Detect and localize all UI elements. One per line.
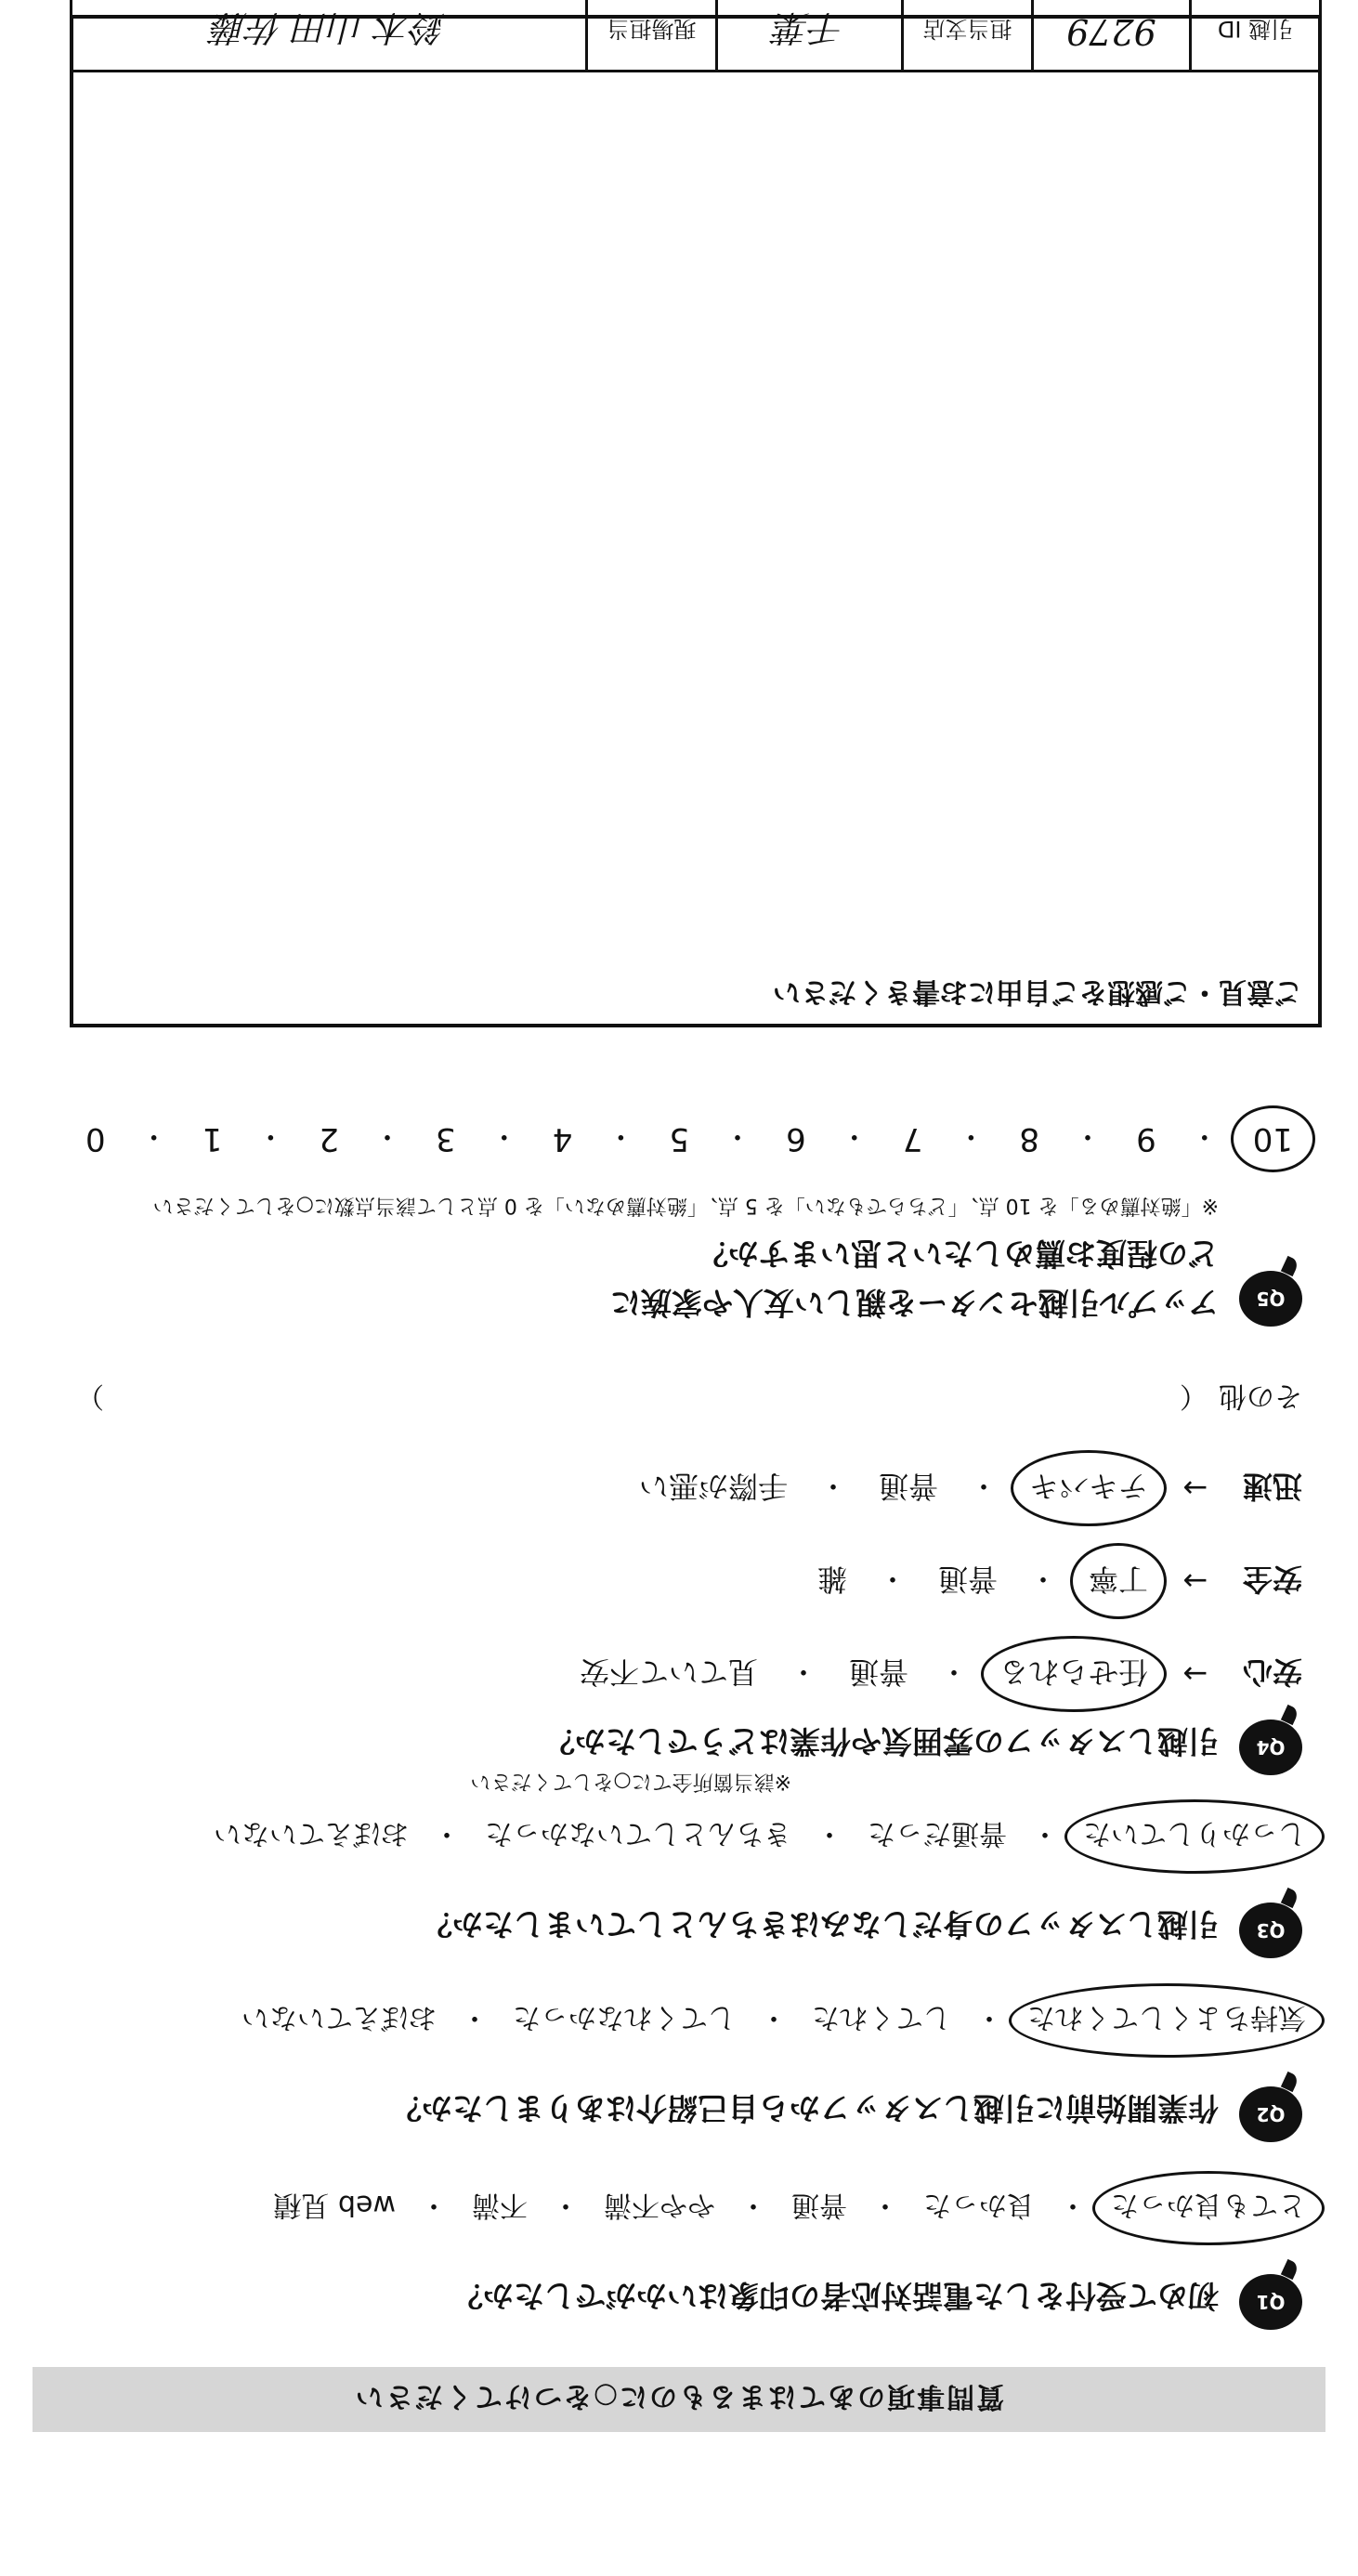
q4-option[interactable]: 雑 [816, 1562, 847, 1597]
scale-option[interactable]: 4 [552, 1120, 573, 1157]
q5-scale: 10 ・ 9 ・ 8 ・ 7 ・ 6 ・ 5 ・ 4 ・ 3 ・ 2 ・ 1 ・ 0 [76, 1118, 1302, 1159]
q5-question-line1: アップル引越センターを親しい友人や家族に [609, 1285, 1219, 1321]
q1-badge: Q1 [1239, 2274, 1302, 2330]
q4-option[interactable]: 普通 [848, 1654, 908, 1690]
id-bar [70, 0, 1322, 72]
id-value: 9279 [1031, 0, 1189, 70]
scale-option[interactable]: 5 [669, 1120, 690, 1157]
q4-category: 安全 [1242, 1562, 1302, 1597]
scale-option[interactable]: 2 [319, 1120, 339, 1157]
scale-option-selected[interactable]: 10 [1244, 1118, 1302, 1159]
arrow-icon: → [1182, 1656, 1208, 1692]
branch-value: 千葉 [715, 0, 901, 70]
q1-option[interactable]: 不満 [472, 2189, 528, 2221]
q4-row-anshin: 安心 → 任せられる ・ 普通 ・ 見ていて不安 [574, 1649, 1302, 1699]
q1-options: とても良かった ・ 良かった ・ 普通 ・ やや不満 ・ 不満 ・ web 見積 [268, 2184, 1312, 2232]
instruction-text: 質問事項のあてはまるものに○をつけてください [353, 2380, 1005, 2413]
scale-option[interactable]: 3 [436, 1120, 456, 1157]
scale-option[interactable]: 1 [202, 1120, 223, 1157]
q4-option-selected[interactable]: 任せられる [994, 1649, 1154, 1699]
q4-other [76, 1379, 1302, 1419]
q3-badge: Q3 [1239, 1903, 1302, 1958]
q1-option[interactable]: 良かった [923, 2189, 1035, 2221]
q4-other-open: （ [1180, 1380, 1208, 1412]
scale-option[interactable]: 7 [902, 1120, 923, 1157]
scale-option[interactable]: 0 [85, 1120, 106, 1157]
q4-row-anzen: 安全 → 丁寧 ・ 普通 ・ 雑 [812, 1556, 1302, 1606]
q4-other-close: ） [76, 1380, 104, 1412]
q4-other-label: その他 [1219, 1380, 1302, 1412]
staff-value: 鈴木 山田 佐藤 [211, 7, 447, 49]
instruction-banner [33, 2367, 1325, 2432]
q4-row-jinsoku: 迅速 → テキパキ ・ 普通 ・ 手際が悪い [633, 1463, 1302, 1513]
q5-note: ※「絶対薦める」を 10 点、「どちらでもない」を 5 点、「絶対薦めない」を 0 点として該当点数に○をしてください [152, 1194, 1219, 1217]
q2-option[interactable]: おぼえていない [242, 2001, 437, 2033]
q3-question: 引越しスタッフの身だしなみはきちんとしていましたか？ [422, 1906, 1219, 1942]
q4-question: 引越しスタッフの雰囲気や作業はどうでしたか？ [544, 1723, 1219, 1759]
q3-option-selected[interactable]: しっかりしていた [1077, 1812, 1312, 1861]
arrow-icon: → [1182, 1471, 1208, 1506]
q4-option[interactable]: 普通 [878, 1469, 938, 1504]
q3-option[interactable]: 普通だった [868, 1817, 1007, 1850]
q1-option[interactable]: web 見積 [273, 2189, 396, 2221]
q4-option[interactable]: 普通 [937, 1562, 998, 1597]
staff-label: 現場担当 [585, 0, 715, 70]
scale-option[interactable]: 6 [786, 1120, 806, 1157]
q2-question: 作業開始前に引越しスタッフから自己紹介はありましたか？ [391, 2090, 1219, 2126]
q4-category: 迅速 [1242, 1469, 1302, 1504]
q1-option[interactable]: やや不満 [604, 2189, 715, 2221]
q5-badge: Q5 [1239, 1271, 1302, 1327]
q3-option[interactable]: おぼえていない [214, 1817, 409, 1850]
q3-options: しっかりしていた ・ 普通だった ・ きちんとしていなかった ・ おぼえていない [208, 1812, 1312, 1861]
id-label: 引越 ID [1189, 0, 1319, 70]
q4-option-selected[interactable]: テキパキ [1024, 1463, 1154, 1513]
q2-options: 気持ちよくしてくれた ・ してくれた ・ してくれなかった ・ おぼえていない [236, 1996, 1312, 2045]
branch-label: 担当支店 [901, 0, 1031, 70]
q4-note: ※該当箇所全てに○をしてください [470, 1770, 791, 1793]
q1-option[interactable]: 普通 [791, 2189, 847, 2221]
q1-option-selected[interactable]: とても良かった [1105, 2184, 1312, 2232]
q4-category: 安心 [1242, 1654, 1302, 1690]
q2-option-selected[interactable]: 気持ちよくしてくれた [1022, 1996, 1312, 2045]
q4-option[interactable]: 手際が悪い [638, 1469, 788, 1504]
comment-box[interactable] [70, 15, 1322, 1027]
q4-option-selected[interactable]: 丁寧 [1083, 1556, 1154, 1606]
scale-option[interactable]: 8 [1019, 1120, 1040, 1157]
q4-option[interactable]: 見ていて不安 [579, 1654, 758, 1690]
q2-badge: Q2 [1239, 2086, 1302, 2142]
q3-option[interactable]: きちんとしていなかった [485, 1817, 791, 1850]
arrow-icon: → [1182, 1563, 1208, 1599]
q1-question: 初めて受付をした電話対応者の印象はいかがでしたか？ [452, 2278, 1219, 2314]
q5-question-line2: どの程度お薦めしたいと思いますか？ [698, 1236, 1219, 1272]
q2-option[interactable]: してくれなかった [513, 2001, 736, 2033]
scale-option[interactable]: 9 [1136, 1120, 1156, 1157]
q2-option[interactable]: してくれた [812, 2001, 951, 2033]
comment-label: ご意見・ご感想をご自由にお書きください [773, 975, 1302, 1008]
q4-badge: Q4 [1239, 1720, 1302, 1775]
